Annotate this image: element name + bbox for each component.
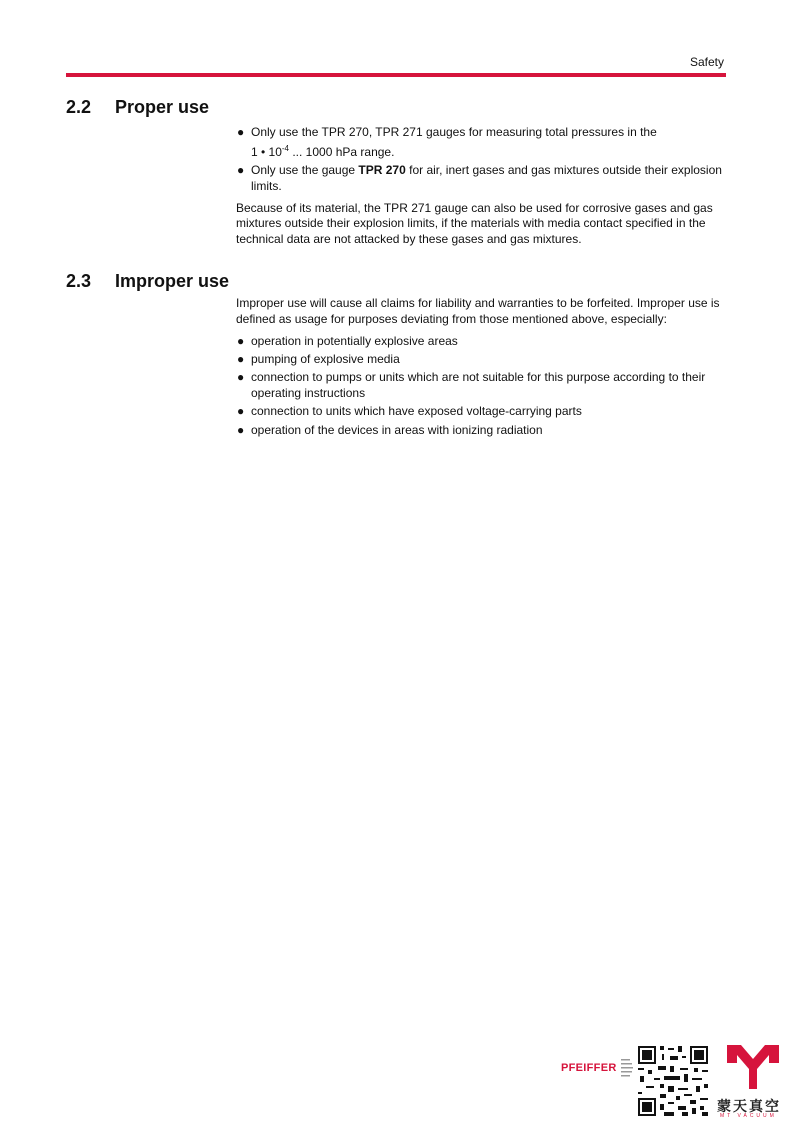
mt-vacuum-logo-en: MT VACUUM	[720, 1113, 777, 1119]
bullet-icon: ●	[237, 370, 245, 385]
section-number: 2.3	[66, 271, 92, 291]
bullet-icon: ●	[237, 404, 245, 419]
pfeiffer-logo-icon	[621, 1058, 633, 1078]
qr-code-icon	[636, 1044, 710, 1118]
list-item: ● pumping of explosive media	[237, 351, 400, 366]
paragraph: Because of its material, the TPR 271 gauge can also be used for corrosive gases and gas mixtures outside their explosion limits, if the materials with media contact specified in the technical data are not attacked by these gases and gas mixtures.	[236, 200, 713, 247]
bullet-list	[236, 334, 726, 439]
pfeiffer-logo: PFEIFFER	[561, 1062, 617, 1074]
section-title: Improper use	[115, 271, 230, 291]
list-item: ● Only use the gauge TPR 270 for air, inert gases and gas mixtures outside their explosion limits.	[237, 163, 722, 193]
section-body-proper-use	[236, 125, 726, 248]
bullet-icon: ●	[237, 351, 245, 366]
mt-vacuum-logo-icon	[727, 1045, 779, 1089]
bullet-icon: ●	[237, 333, 245, 348]
bullet-icon: ●	[237, 163, 245, 178]
list-item: ● connection to units which have exposed voltage-carrying parts	[237, 404, 582, 419]
running-header: Safety	[689, 55, 724, 69]
list-item: ● Only use the TPR 270, TPR 271 gauges for measuring total pressures in the 1 • $10^{-4}$ ... 1000 hPa range.	[237, 125, 657, 159]
paragraph: Improper use will cause all claims for liability and warranties to be forfeited. Improper use is defined as usage for purposes deviating from those mentioned above, especially:	[236, 296, 720, 326]
mt-vacuum-logo-cn: 蒙天真空	[717, 1098, 781, 1114]
bullet-icon: ●	[237, 125, 245, 139]
list-item: ● operation of the devices in areas with ionizing radiation	[237, 422, 543, 437]
list-item: ● operation in potentially explosive areas	[237, 333, 458, 348]
bullet-list	[236, 125, 726, 195]
list-item: ● connection to pumps or units which are not suitable for this purpose according to their operating instructions	[237, 370, 706, 400]
section-number: 2.2	[66, 97, 92, 117]
section-title: Proper use	[115, 97, 210, 117]
bullet-icon: ●	[237, 422, 245, 437]
section-body-improper-use	[236, 296, 726, 441]
header-rule	[66, 73, 726, 77]
